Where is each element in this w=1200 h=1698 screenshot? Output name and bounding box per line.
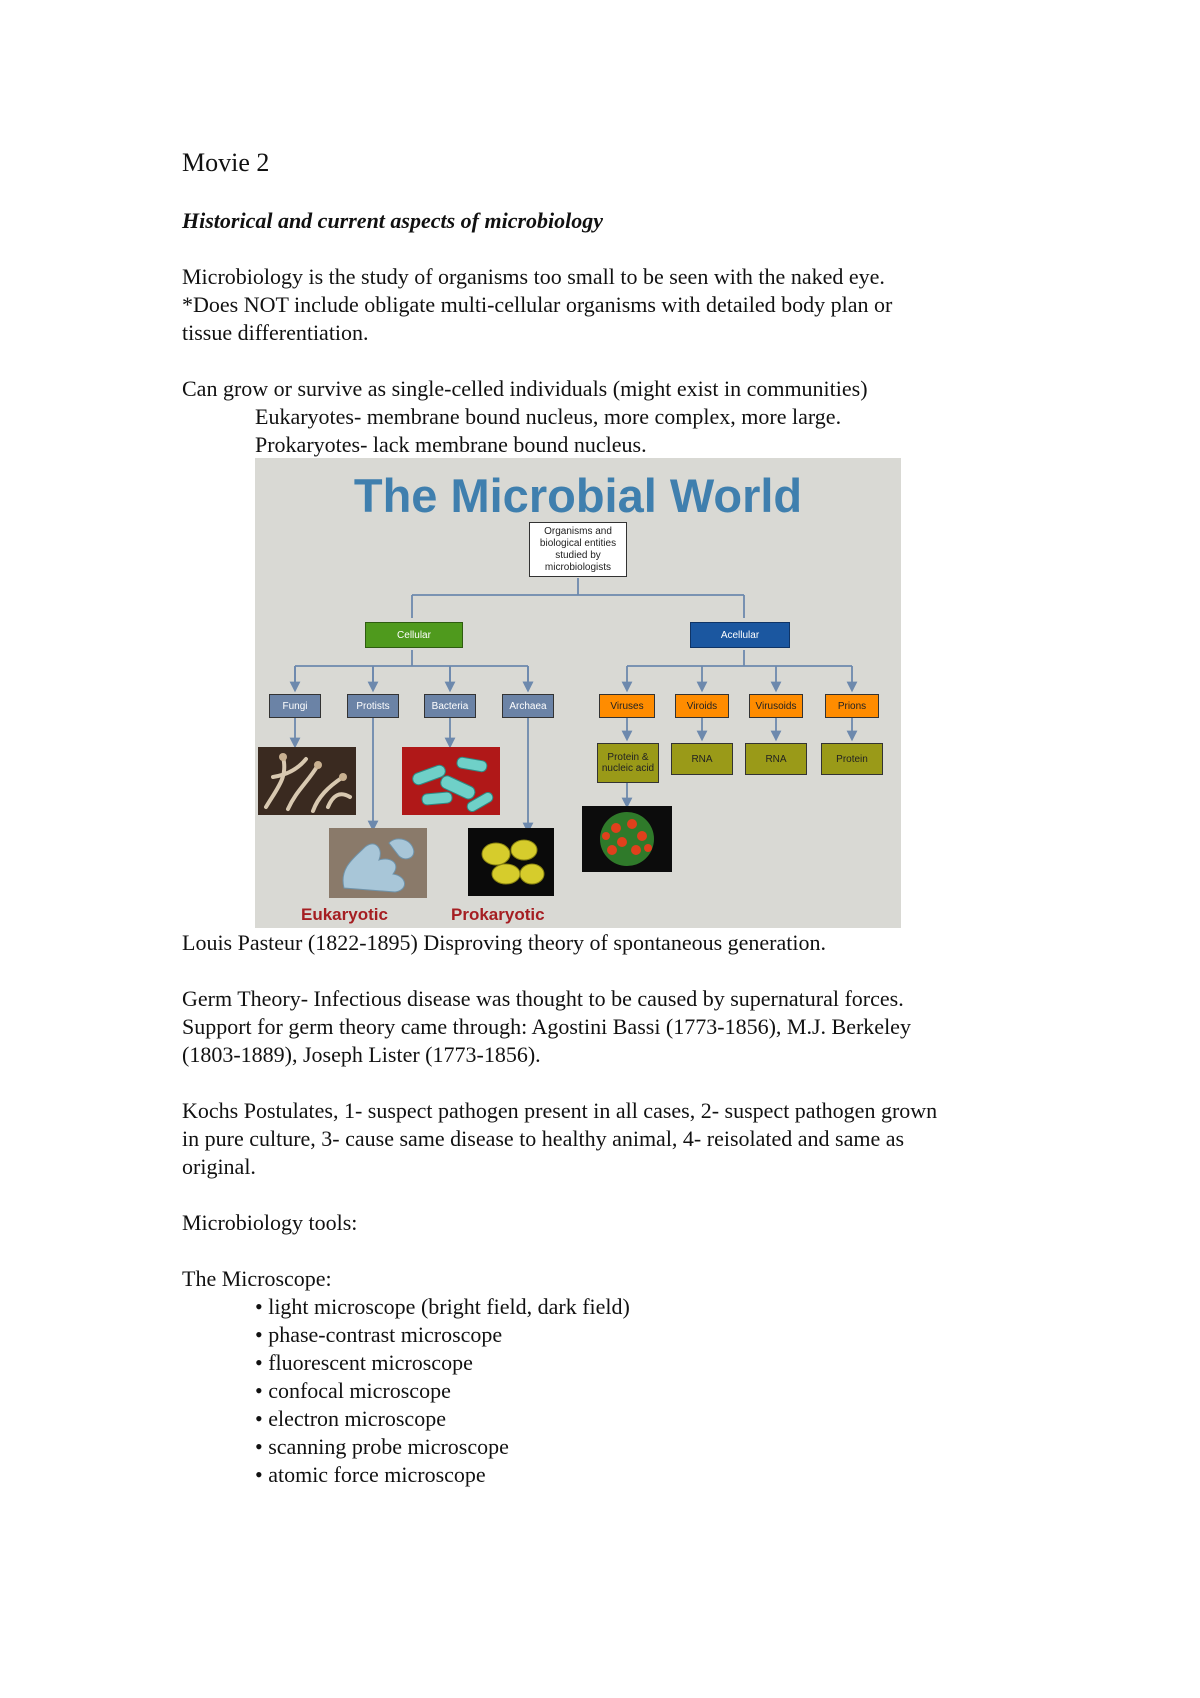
page-title: Movie 2 bbox=[182, 148, 270, 177]
eukaryotes-line: Eukaryotes- membrane bound nucleus, more complex, more large. bbox=[255, 404, 842, 429]
virus-content-node: Protein & nucleic acid bbox=[597, 743, 659, 783]
koch-line: original. bbox=[182, 1154, 256, 1179]
virus-micrograph bbox=[582, 806, 672, 872]
archaea-node: Archaea bbox=[502, 694, 554, 718]
prokaryotes-line: Prokaryotes- lack membrane bound nucleus. bbox=[255, 432, 647, 457]
microscope-item: • atomic force microscope bbox=[255, 1462, 486, 1487]
microscope-item: • electron microscope bbox=[255, 1406, 446, 1431]
root-node: Organisms and biological entities studied by microbiologists bbox=[529, 522, 627, 577]
microscope-item: • scanning probe microscope bbox=[255, 1434, 509, 1459]
viroid-content-node: RNA bbox=[671, 743, 733, 775]
microscope-item: • phase-contrast microscope bbox=[255, 1322, 503, 1347]
virusoids-node: Virusoids bbox=[749, 694, 803, 718]
tools-heading: Microbiology tools: bbox=[182, 1210, 358, 1235]
microscope-item: • confocal microscope bbox=[255, 1378, 451, 1403]
bacteria-micrograph bbox=[402, 747, 500, 815]
cellular-node: Cellular bbox=[365, 622, 463, 648]
germ-line: Germ Theory- Infectious disease was thought to be caused by supernatural forces. bbox=[182, 986, 904, 1011]
germ-line: (1803-1889), Joseph Lister (1773-1856). bbox=[182, 1042, 541, 1067]
prokaryotic-label: Prokaryotic bbox=[451, 905, 545, 924]
prions-node: Prions bbox=[825, 694, 879, 718]
koch-line: Kochs Postulates, 1- suspect pathogen present in all cases, 2- suspect pathogen grown bbox=[182, 1098, 938, 1123]
bacteria-node: Bacteria bbox=[424, 694, 476, 718]
microscope-heading: The Microscope: bbox=[182, 1266, 332, 1291]
germ-line: Support for germ theory came through: Agostini Bassi (1773-1856), M.J. Berkeley bbox=[182, 1014, 911, 1039]
eukaryotic-label: Eukaryotic bbox=[301, 905, 388, 924]
viroids-node: Viroids bbox=[675, 694, 729, 718]
viruses-node: Viruses bbox=[599, 694, 655, 718]
microscope-item: • fluorescent microscope bbox=[255, 1350, 473, 1375]
protists-micrograph bbox=[329, 828, 427, 898]
microscope-item: • light microscope (bright field, dark field) bbox=[255, 1294, 630, 1319]
protists-node: Protists bbox=[347, 694, 399, 718]
prion-content-node: Protein bbox=[821, 743, 883, 775]
virusoid-content-node: RNA bbox=[745, 743, 807, 775]
fungi-node: Fungi bbox=[269, 694, 321, 718]
pasteur-line: Louis Pasteur (1822-1895) Disproving theory of spontaneous generation. bbox=[182, 930, 826, 955]
section-subtitle: Historical and current aspects of microbiology bbox=[182, 208, 604, 233]
grow-line: Can grow or survive as single-celled individuals (might exist in communities) bbox=[182, 376, 868, 401]
intro-line: *Does NOT include obligate multi-cellular organisms with detailed body plan or bbox=[182, 292, 893, 317]
microbial-world-figure bbox=[255, 458, 901, 928]
archaea-micrograph bbox=[468, 828, 554, 896]
fungi-micrograph bbox=[258, 747, 356, 815]
acellular-node: Acellular bbox=[690, 622, 790, 648]
intro-line: Microbiology is the study of organisms too small to be seen with the naked eye. bbox=[182, 264, 885, 289]
intro-line: tissue differentiation. bbox=[182, 320, 369, 345]
figure-title: The Microbial World bbox=[353, 469, 803, 522]
koch-line: in pure culture, 3- cause same disease to healthy animal, 4- reisolated and same as bbox=[182, 1126, 905, 1151]
